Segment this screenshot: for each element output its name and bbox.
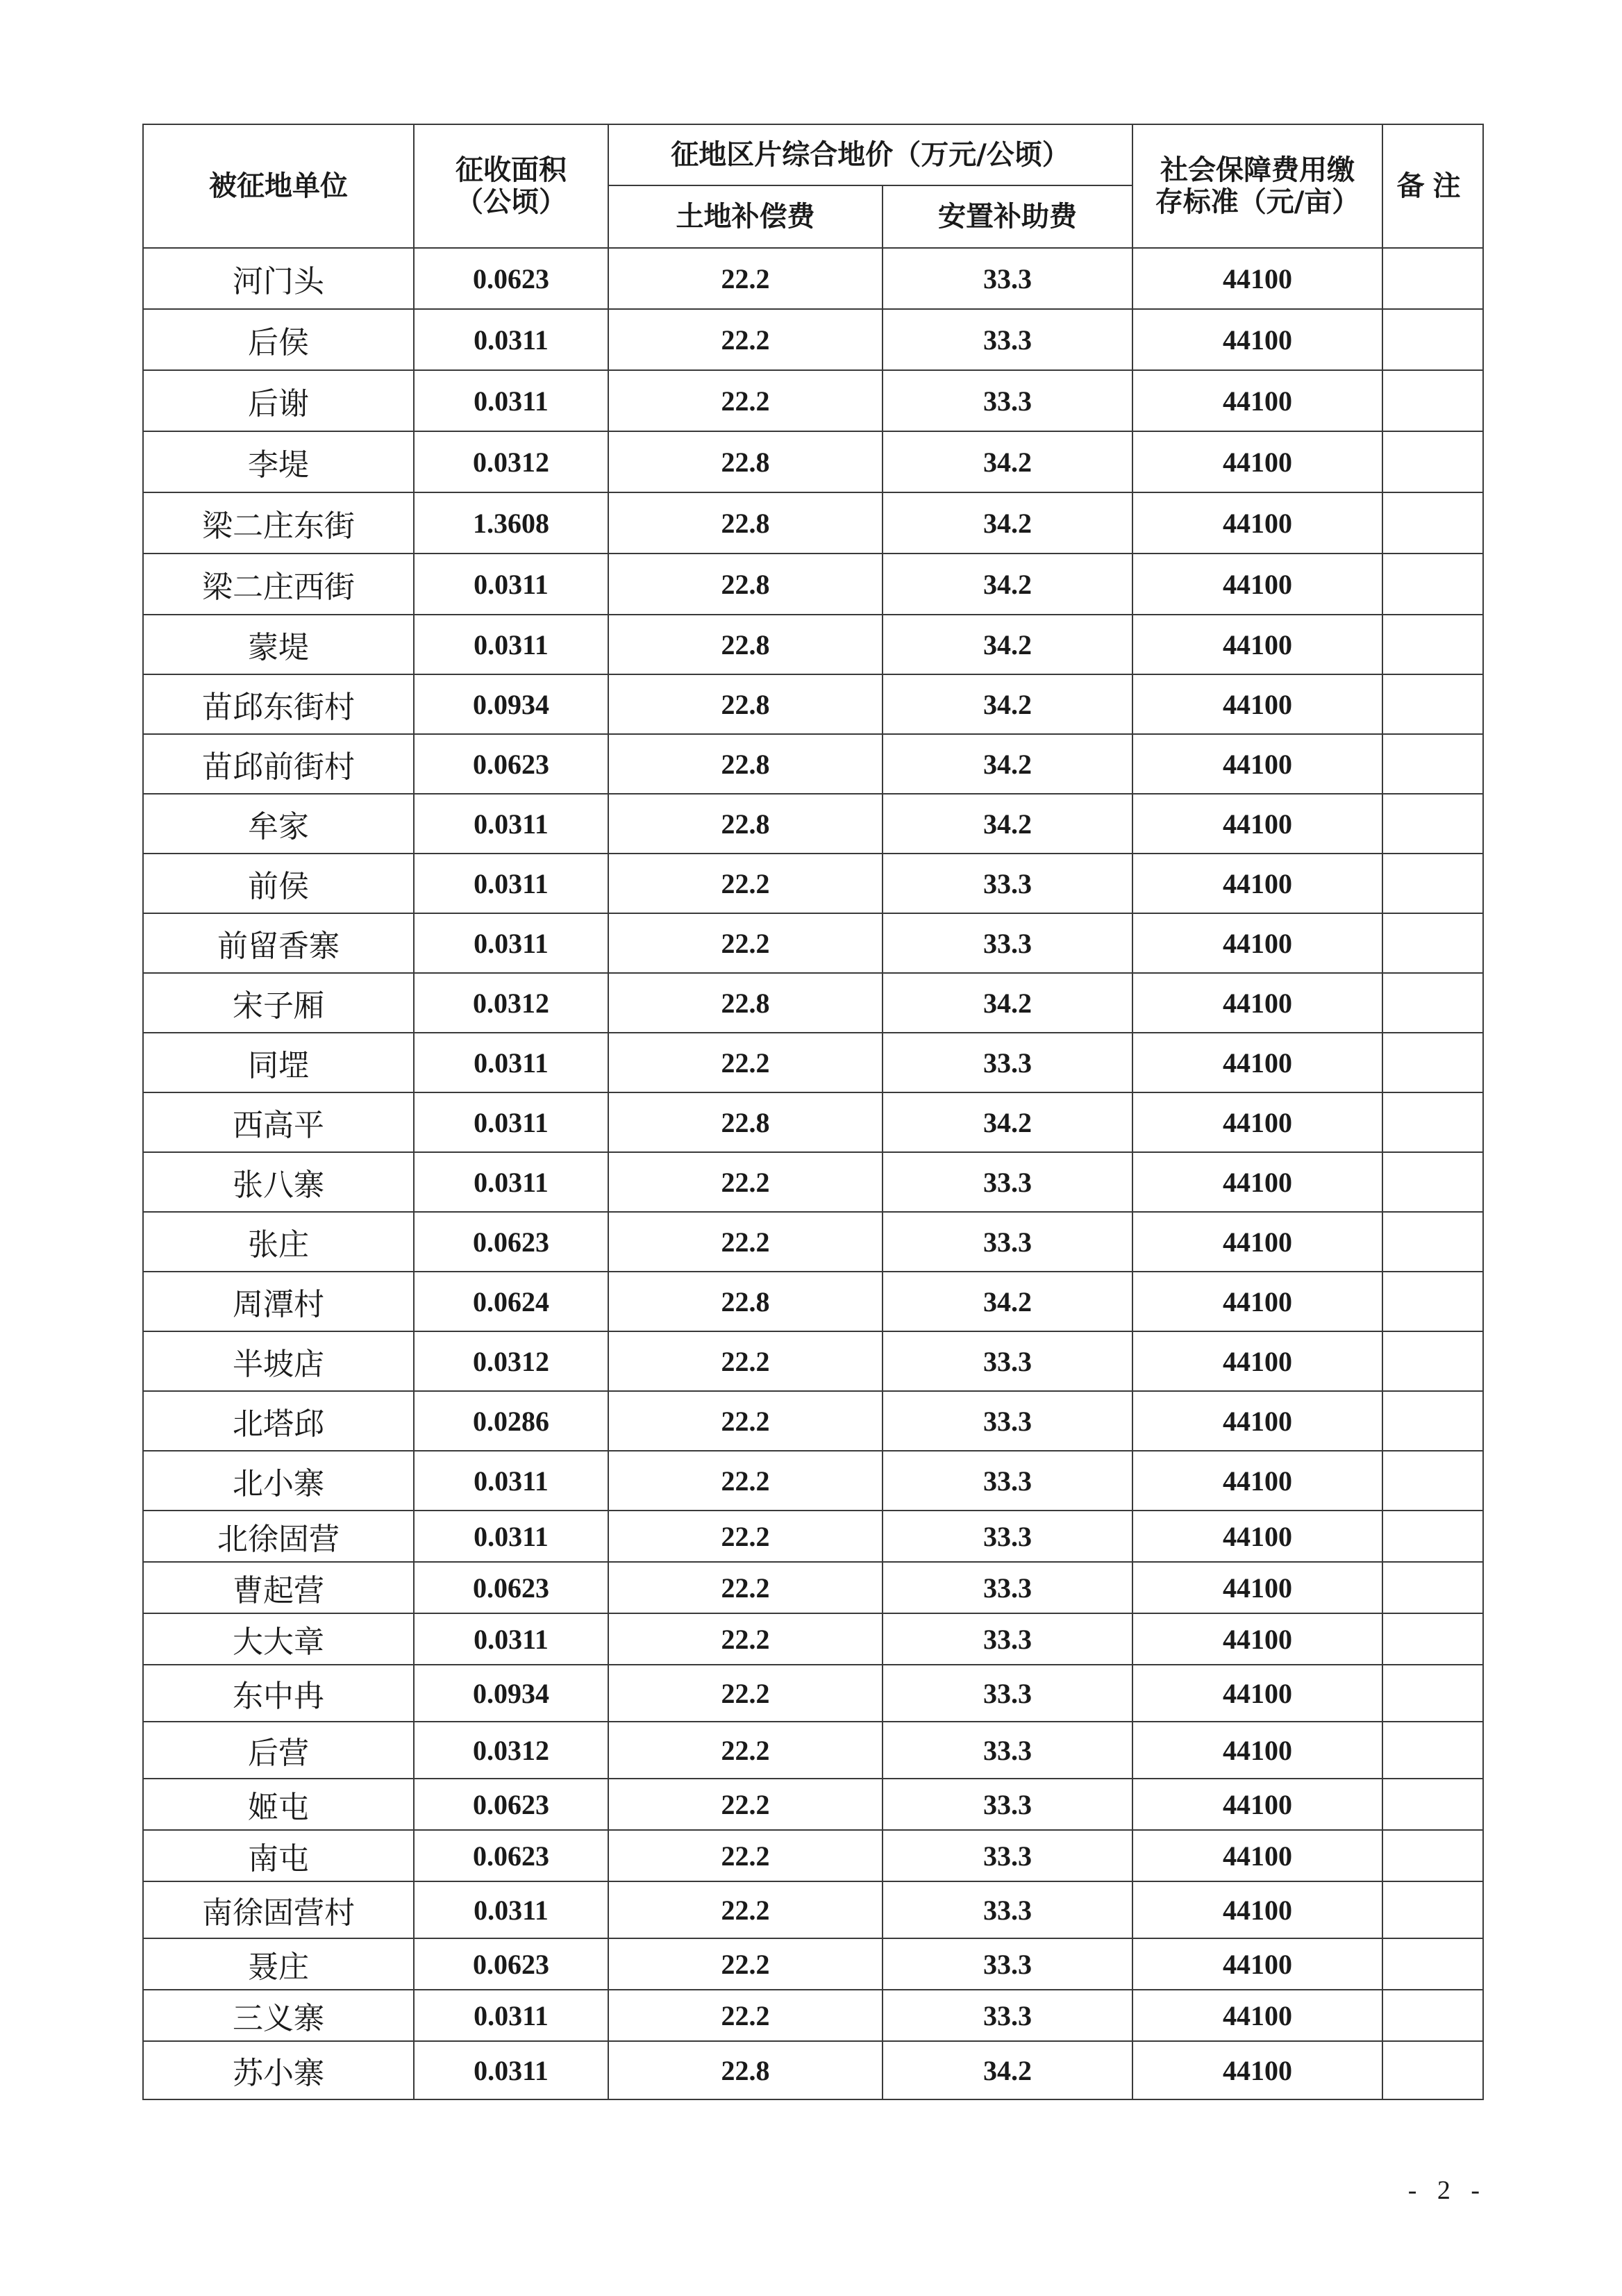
cell-land-comp: 22.2: [608, 913, 883, 973]
cell-remark: [1382, 1562, 1483, 1613]
cell-land-comp: 22.2: [608, 854, 883, 913]
cell-area: 0.0311: [414, 1511, 608, 1562]
cell-resettle: 33.3: [883, 1830, 1132, 1881]
cell-social: 44100: [1132, 1212, 1382, 1272]
cell-resettle: 34.2: [883, 492, 1132, 554]
cell-area: 0.0623: [414, 1830, 608, 1881]
cell-resettle: 33.3: [883, 1212, 1132, 1272]
cell-area: 0.0311: [414, 309, 608, 370]
cell-unit: 三义寨: [143, 1990, 414, 2041]
cell-area: 0.0311: [414, 1451, 608, 1511]
cell-unit: 曹起营: [143, 1562, 414, 1613]
cell-area: 1.3608: [414, 492, 608, 554]
cell-social: 44100: [1132, 1665, 1382, 1722]
cell-unit: 苏小寨: [143, 2041, 414, 2099]
table-row: [143, 1212, 1483, 1272]
cell-area: 0.0934: [414, 1665, 608, 1722]
cell-land-comp: 22.2: [608, 1881, 883, 1938]
cell-resettle: 33.3: [883, 1722, 1132, 1779]
table-row: [143, 370, 1483, 431]
cell-land-comp: 22.2: [608, 1613, 883, 1665]
cell-social: 44100: [1132, 674, 1382, 734]
cell-resettle: 34.2: [883, 554, 1132, 615]
cell-resettle: 33.3: [883, 1451, 1132, 1511]
table-row: [143, 1331, 1483, 1391]
cell-land-comp: 22.2: [608, 1033, 883, 1092]
cell-land-comp: 22.8: [608, 973, 883, 1033]
cell-unit: 河门头: [143, 248, 414, 309]
cell-unit: 梁二庄西街: [143, 554, 414, 615]
cell-resettle: 33.3: [883, 1562, 1132, 1613]
cell-social: 44100: [1132, 913, 1382, 973]
table-row: [143, 1665, 1483, 1722]
cell-land-comp: 22.2: [608, 1391, 883, 1451]
table-row: [143, 1152, 1483, 1212]
cell-unit: 张庄: [143, 1212, 414, 1272]
cell-resettle: 33.3: [883, 248, 1132, 309]
cell-remark: [1382, 615, 1483, 674]
table-row: [143, 1391, 1483, 1451]
cell-social: 44100: [1132, 431, 1382, 492]
cell-resettle: 33.3: [883, 1613, 1132, 1665]
cell-social: 44100: [1132, 492, 1382, 554]
table-row: [143, 1092, 1483, 1152]
cell-area: 0.0311: [414, 1092, 608, 1152]
cell-unit: 聂庄: [143, 1938, 414, 1990]
cell-area: 0.0623: [414, 734, 608, 794]
cell-remark: [1382, 492, 1483, 554]
cell-area: 0.0311: [414, 1990, 608, 2041]
cell-social: 44100: [1132, 1033, 1382, 1092]
cell-social: 44100: [1132, 1613, 1382, 1665]
cell-area: 0.0311: [414, 554, 608, 615]
cell-remark: [1382, 309, 1483, 370]
cell-social: 44100: [1132, 1562, 1382, 1613]
cell-area: 0.0311: [414, 1152, 608, 1212]
table-row: [143, 1272, 1483, 1331]
cell-land-comp: 22.8: [608, 492, 883, 554]
cell-unit: 西高平: [143, 1092, 414, 1152]
cell-area: 0.0311: [414, 854, 608, 913]
cell-remark: [1382, 1212, 1483, 1272]
cell-resettle: 33.3: [883, 1881, 1132, 1938]
header-unit: 被征地单位: [143, 124, 414, 248]
cell-unit: 后侯: [143, 309, 414, 370]
cell-resettle: 34.2: [883, 431, 1132, 492]
cell-area: 0.0311: [414, 913, 608, 973]
cell-land-comp: 22.8: [608, 794, 883, 854]
cell-area: 0.0623: [414, 1212, 608, 1272]
cell-unit: 苗邱前街村: [143, 734, 414, 794]
cell-remark: [1382, 854, 1483, 913]
cell-unit: 李堤: [143, 431, 414, 492]
table-row: [143, 973, 1483, 1033]
cell-unit: 东中冉: [143, 1665, 414, 1722]
cell-land-comp: 22.8: [608, 615, 883, 674]
cell-land-comp: 22.2: [608, 248, 883, 309]
cell-remark: [1382, 248, 1483, 309]
cell-social: 44100: [1132, 1511, 1382, 1562]
cell-remark: [1382, 1938, 1483, 1990]
cell-resettle: 33.3: [883, 1938, 1132, 1990]
table-row: [143, 492, 1483, 554]
cell-remark: [1382, 1990, 1483, 2041]
cell-area: 0.0311: [414, 1033, 608, 1092]
cell-land-comp: 22.8: [608, 1092, 883, 1152]
cell-area: 0.0623: [414, 1938, 608, 1990]
table-row: [143, 1990, 1483, 2041]
cell-land-comp: 22.2: [608, 1830, 883, 1881]
cell-remark: [1382, 1092, 1483, 1152]
cell-remark: [1382, 370, 1483, 431]
cell-social: 44100: [1132, 1881, 1382, 1938]
table-row: [143, 1722, 1483, 1779]
cell-remark: [1382, 1779, 1483, 1830]
cell-social: 44100: [1132, 1722, 1382, 1779]
cell-unit: 大大章: [143, 1613, 414, 1665]
cell-resettle: 33.3: [883, 1033, 1132, 1092]
page-number: - 2 -: [1407, 2176, 1487, 2205]
cell-area: 0.0311: [414, 615, 608, 674]
cell-resettle: 33.3: [883, 370, 1132, 431]
cell-social: 44100: [1132, 370, 1382, 431]
cell-land-comp: 22.2: [608, 370, 883, 431]
cell-social: 44100: [1132, 1779, 1382, 1830]
cell-remark: [1382, 1331, 1483, 1391]
cell-remark: [1382, 1722, 1483, 1779]
cell-remark: [1382, 1881, 1483, 1938]
cell-social: 44100: [1132, 615, 1382, 674]
cell-unit: 前侯: [143, 854, 414, 913]
header-price-group: 征地区片综合地价（万元/公顷）: [608, 124, 1132, 185]
cell-land-comp: 22.8: [608, 431, 883, 492]
cell-remark: [1382, 554, 1483, 615]
table-row: [143, 1830, 1483, 1881]
table-row: [143, 431, 1483, 492]
cell-resettle: 33.3: [883, 309, 1132, 370]
table-row: [143, 554, 1483, 615]
cell-resettle: 33.3: [883, 1391, 1132, 1451]
table-row: [143, 854, 1483, 913]
cell-remark: [1382, 1033, 1483, 1092]
cell-land-comp: 22.2: [608, 309, 883, 370]
cell-unit: 梁二庄东街: [143, 492, 414, 554]
cell-remark: [1382, 1272, 1483, 1331]
header-remark: 备注: [1382, 124, 1483, 248]
cell-area: 0.0623: [414, 1562, 608, 1613]
cell-unit: 宋子厢: [143, 973, 414, 1033]
cell-unit: 前留香寨: [143, 913, 414, 973]
table-row: [143, 1511, 1483, 1562]
cell-resettle: 34.2: [883, 615, 1132, 674]
cell-unit: 姬屯: [143, 1779, 414, 1830]
cell-resettle: 33.3: [883, 1511, 1132, 1562]
cell-area: 0.0312: [414, 1331, 608, 1391]
cell-land-comp: 22.8: [608, 554, 883, 615]
table-row: [143, 1033, 1483, 1092]
cell-unit: 半坡店: [143, 1331, 414, 1391]
cell-area: 0.0311: [414, 370, 608, 431]
table-header: [143, 124, 1483, 248]
land-acquisition-table-container: [142, 124, 1484, 2100]
cell-area: 0.0623: [414, 248, 608, 309]
cell-resettle: 33.3: [883, 913, 1132, 973]
cell-unit: 牟家: [143, 794, 414, 854]
cell-area: 0.0311: [414, 794, 608, 854]
cell-social: 44100: [1132, 734, 1382, 794]
cell-remark: [1382, 1451, 1483, 1511]
header-area: 征收面积 （公顷）: [414, 124, 608, 248]
cell-resettle: 34.2: [883, 973, 1132, 1033]
table-row: [143, 248, 1483, 309]
table-row: [143, 1938, 1483, 1990]
cell-resettle: 33.3: [883, 1331, 1132, 1391]
cell-social: 44100: [1132, 794, 1382, 854]
cell-resettle: 34.2: [883, 734, 1132, 794]
cell-land-comp: 22.8: [608, 1272, 883, 1331]
cell-social: 44100: [1132, 1451, 1382, 1511]
table-row: [143, 1562, 1483, 1613]
cell-resettle: 34.2: [883, 1092, 1132, 1152]
cell-land-comp: 22.2: [608, 1152, 883, 1212]
cell-land-comp: 22.8: [608, 674, 883, 734]
cell-resettle: 33.3: [883, 1779, 1132, 1830]
table-row: [143, 1613, 1483, 1665]
cell-unit: 后营: [143, 1722, 414, 1779]
cell-remark: [1382, 1391, 1483, 1451]
table-row: [143, 1779, 1483, 1830]
cell-land-comp: 22.8: [608, 734, 883, 794]
cell-remark: [1382, 973, 1483, 1033]
cell-social: 44100: [1132, 1272, 1382, 1331]
cell-social: 44100: [1132, 1092, 1382, 1152]
cell-remark: [1382, 734, 1483, 794]
cell-land-comp: 22.2: [608, 1511, 883, 1562]
table-row: [143, 1451, 1483, 1511]
cell-area: 0.0311: [414, 1881, 608, 1938]
cell-resettle: 34.2: [883, 2041, 1132, 2099]
cell-area: 0.0312: [414, 1722, 608, 1779]
cell-unit: 北塔邱: [143, 1391, 414, 1451]
cell-social: 44100: [1132, 854, 1382, 913]
table-body: [143, 248, 1483, 2099]
cell-remark: [1382, 1665, 1483, 1722]
cell-social: 44100: [1132, 1990, 1382, 2041]
cell-remark: [1382, 1152, 1483, 1212]
cell-land-comp: 22.8: [608, 2041, 883, 2099]
table-row: [143, 615, 1483, 674]
cell-remark: [1382, 794, 1483, 854]
cell-area: 0.0311: [414, 2041, 608, 2099]
table-row: [143, 794, 1483, 854]
cell-unit: 蒙堤: [143, 615, 414, 674]
cell-remark: [1382, 1613, 1483, 1665]
cell-area: 0.0286: [414, 1391, 608, 1451]
cell-area: 0.0624: [414, 1272, 608, 1331]
cell-resettle: 34.2: [883, 1272, 1132, 1331]
cell-social: 44100: [1132, 2041, 1382, 2099]
cell-social: 44100: [1132, 554, 1382, 615]
cell-land-comp: 22.2: [608, 1451, 883, 1511]
cell-resettle: 33.3: [883, 1990, 1132, 2041]
cell-unit: 北徐固营: [143, 1511, 414, 1562]
cell-unit: 张八寨: [143, 1152, 414, 1212]
cell-resettle: 33.3: [883, 1152, 1132, 1212]
table-row: [143, 309, 1483, 370]
header-social-security: 社会保障费用缴 存标准（元/亩）: [1132, 124, 1382, 248]
table-row: [143, 2041, 1483, 2099]
cell-unit: 南屯: [143, 1830, 414, 1881]
cell-social: 44100: [1132, 248, 1382, 309]
cell-remark: [1382, 2041, 1483, 2099]
cell-social: 44100: [1132, 1391, 1382, 1451]
cell-area: 0.0934: [414, 674, 608, 734]
cell-social: 44100: [1132, 1152, 1382, 1212]
cell-unit: 北小寨: [143, 1451, 414, 1511]
cell-unit: 南徐固营村: [143, 1881, 414, 1938]
cell-social: 44100: [1132, 973, 1382, 1033]
cell-land-comp: 22.2: [608, 1722, 883, 1779]
cell-area: 0.0623: [414, 1779, 608, 1830]
cell-remark: [1382, 1830, 1483, 1881]
table-row: [143, 674, 1483, 734]
cell-resettle: 34.2: [883, 674, 1132, 734]
table-row: [143, 1881, 1483, 1938]
cell-social: 44100: [1132, 1938, 1382, 1990]
cell-land-comp: 22.2: [608, 1562, 883, 1613]
cell-unit: 苗邱东街村: [143, 674, 414, 734]
cell-unit: 同堽: [143, 1033, 414, 1092]
cell-social: 44100: [1132, 1331, 1382, 1391]
cell-land-comp: 22.2: [608, 1331, 883, 1391]
cell-area: 0.0312: [414, 973, 608, 1033]
cell-remark: [1382, 431, 1483, 492]
cell-resettle: 33.3: [883, 1665, 1132, 1722]
cell-land-comp: 22.2: [608, 1779, 883, 1830]
cell-land-comp: 22.2: [608, 1212, 883, 1272]
cell-social: 44100: [1132, 1830, 1382, 1881]
header-land-compensation: 土地补偿费: [608, 185, 883, 248]
cell-area: 0.0311: [414, 1613, 608, 1665]
cell-land-comp: 22.2: [608, 1990, 883, 2041]
cell-resettle: 34.2: [883, 794, 1132, 854]
cell-land-comp: 22.2: [608, 1938, 883, 1990]
land-acquisition-table: [142, 124, 1484, 2100]
cell-land-comp: 22.2: [608, 1665, 883, 1722]
cell-social: 44100: [1132, 309, 1382, 370]
cell-remark: [1382, 913, 1483, 973]
table-row: [143, 734, 1483, 794]
cell-unit: 周潭村: [143, 1272, 414, 1331]
cell-unit: 后谢: [143, 370, 414, 431]
table-row: [143, 913, 1483, 973]
cell-remark: [1382, 674, 1483, 734]
cell-area: 0.0312: [414, 431, 608, 492]
cell-remark: [1382, 1511, 1483, 1562]
header-resettlement: 安置补助费: [883, 185, 1132, 248]
cell-resettle: 33.3: [883, 854, 1132, 913]
